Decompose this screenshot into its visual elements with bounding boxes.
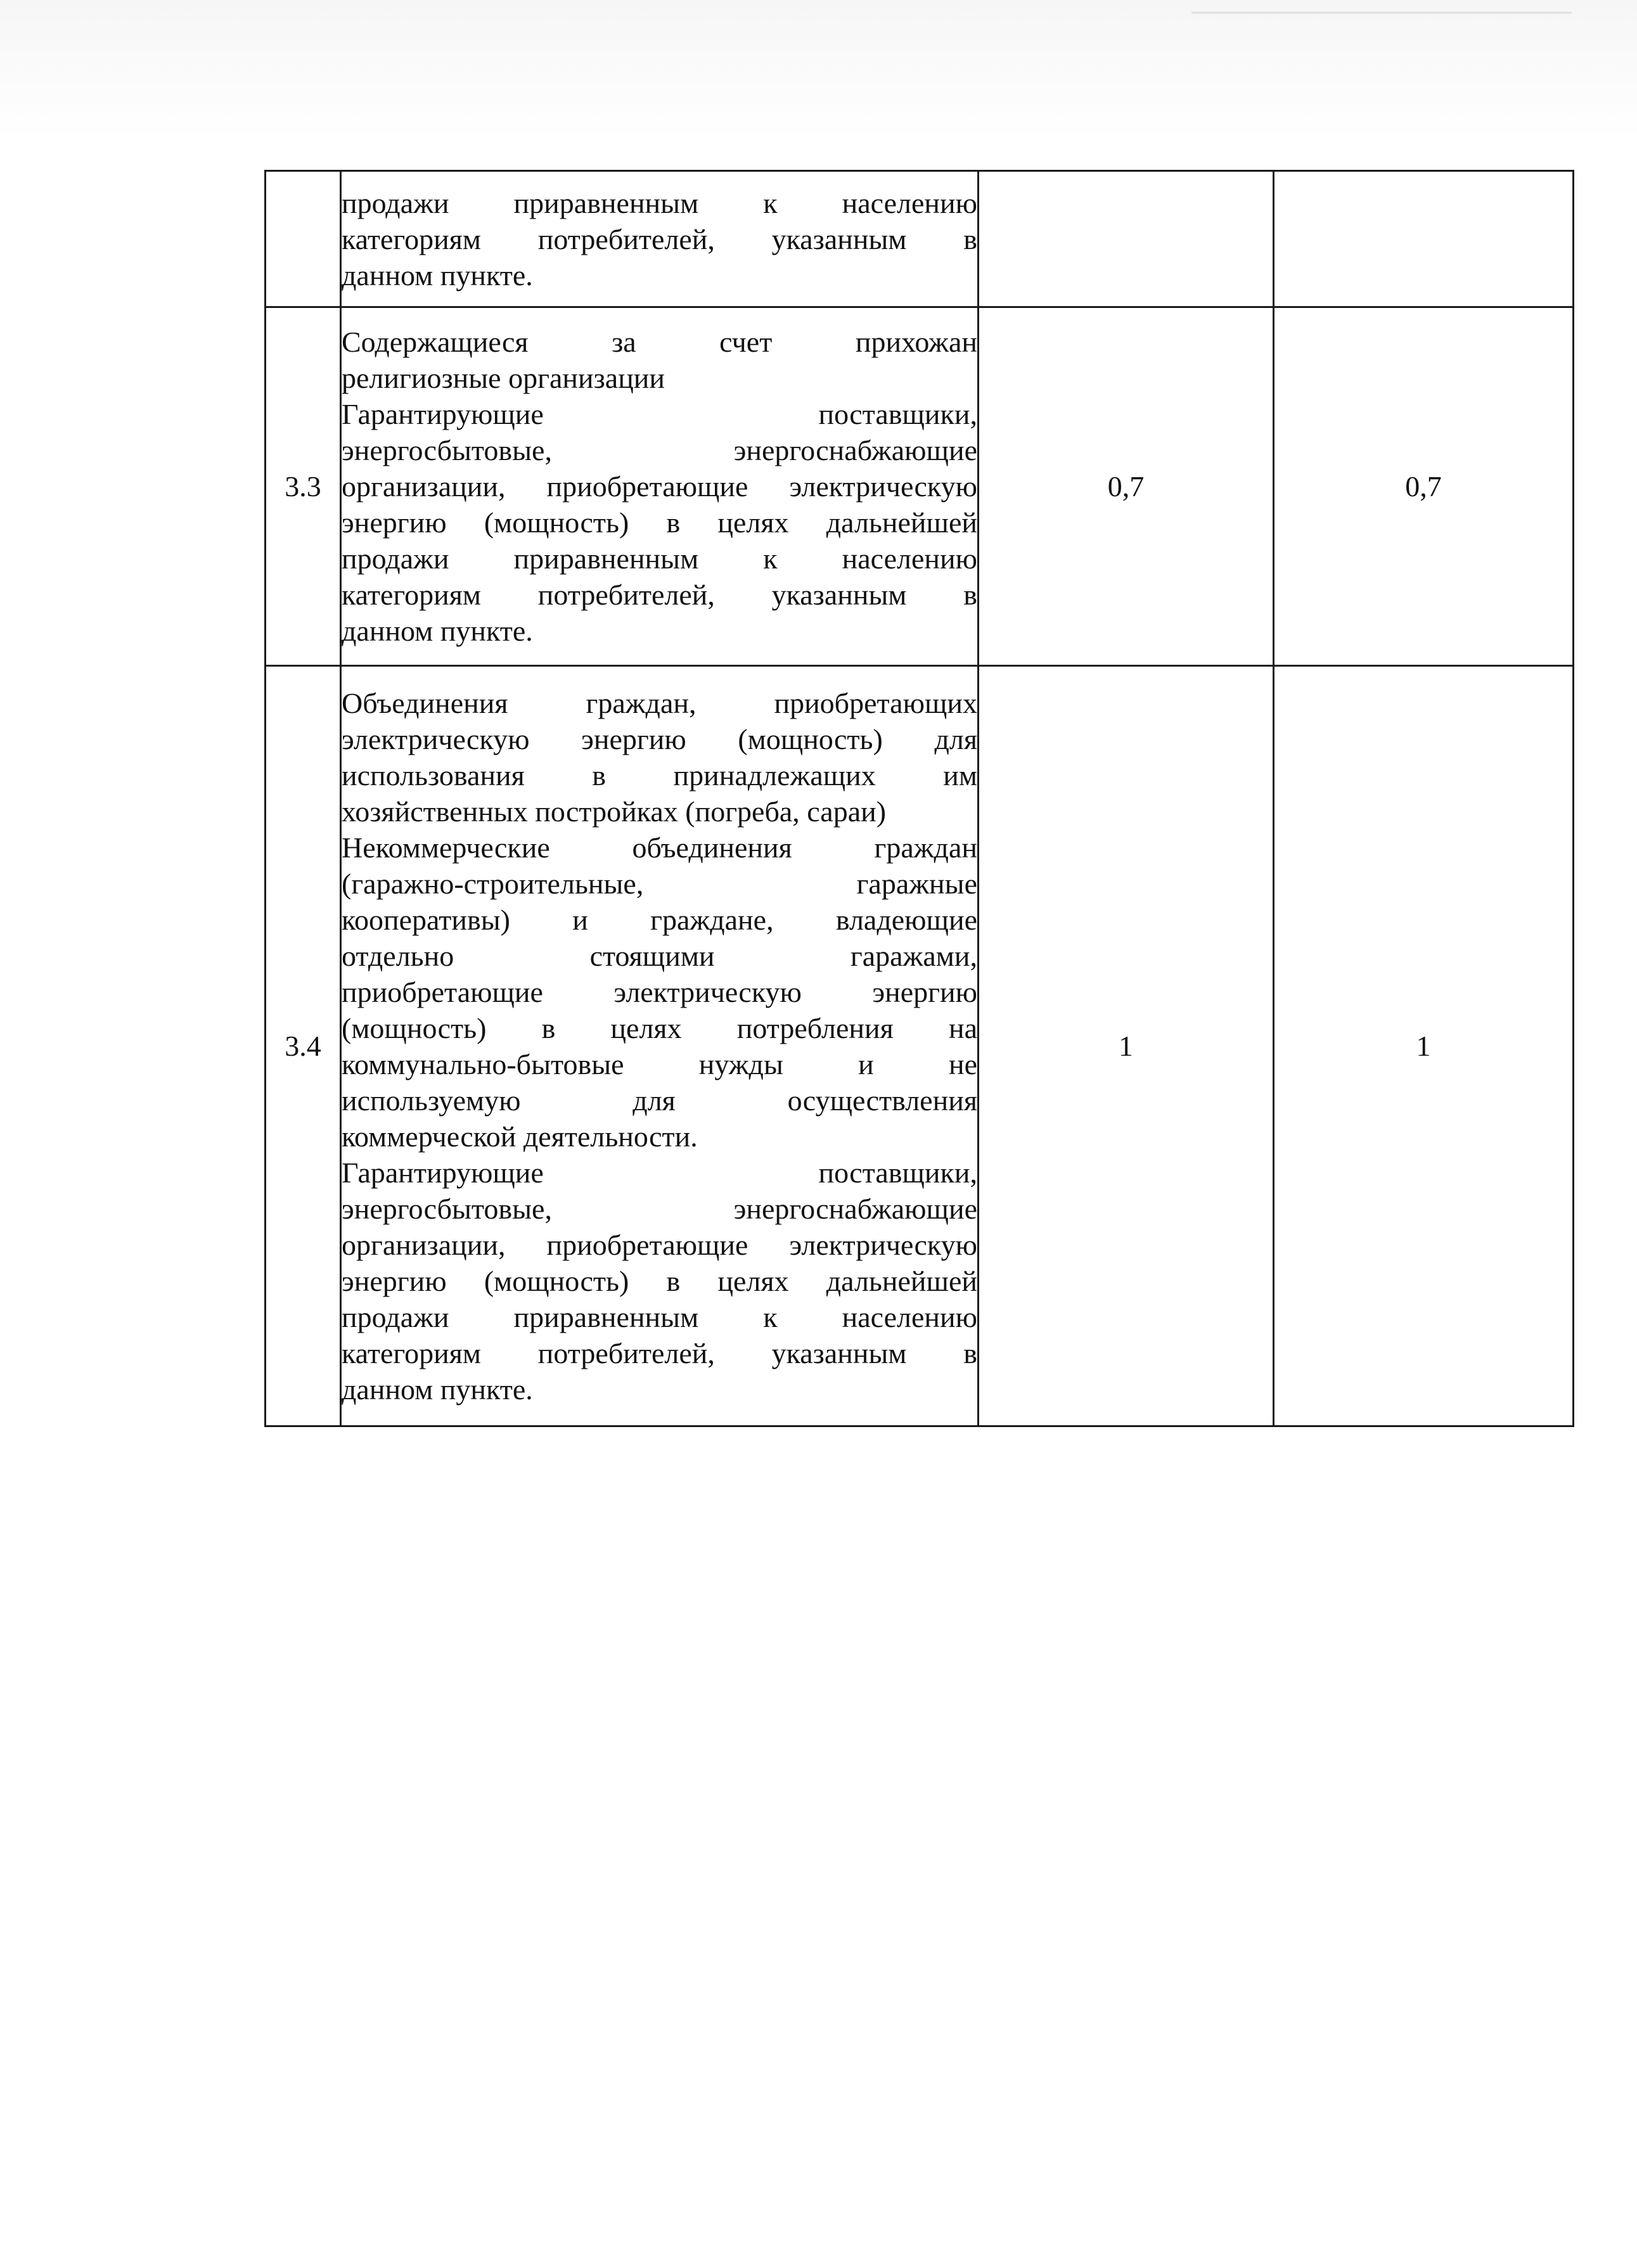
- description-line: категориям потребителей, указанным в: [342, 1336, 977, 1369]
- description-line: хозяйственных постройках (погреба, сараи): [342, 795, 887, 828]
- scan-edge-mark: [1191, 11, 1572, 14]
- row-description-cell: [341, 171, 979, 307]
- description-line: Объединения граждан, приобретающих: [342, 686, 977, 719]
- description-line: Гарантирующие поставщики,: [342, 398, 977, 430]
- description-line: кооперативы) и граждане, владеющие: [342, 903, 977, 936]
- row-number-cell: [266, 171, 341, 307]
- row-description-cell: [341, 307, 979, 666]
- row-description-cell: [341, 666, 979, 1426]
- description-line: данном пункте.: [342, 259, 533, 292]
- description-line: (гаражно-строительные, гаражные: [342, 867, 977, 900]
- description-line: религиозные организации: [342, 362, 665, 394]
- description-line: используемую для осуществления: [342, 1084, 977, 1117]
- table-row-3-3: [266, 307, 1574, 666]
- table-row-continuation: [266, 171, 1574, 307]
- row-number-cell: 3.3: [266, 307, 341, 666]
- description-line: Гарантирующие поставщики,: [342, 1156, 977, 1189]
- description-line: энергию (мощность) в целях дальнейшей: [342, 1264, 977, 1297]
- row-value-2-cell: [1274, 171, 1574, 307]
- description-line: отдельно стоящими гаражами,: [342, 939, 977, 972]
- description-line: энергосбытовые, энергоснабжающие: [342, 434, 977, 466]
- description-line: приобретающие электрическую энергию: [342, 975, 977, 1008]
- tariff-coefficient-table: [264, 170, 1574, 1427]
- description-line: Содержащиеся за счет прихожан: [342, 326, 977, 358]
- table-row-3-4: [266, 666, 1574, 1426]
- description-line: продажи приравненным к населению: [342, 542, 977, 575]
- description-line: данном пункте.: [342, 615, 533, 647]
- row-value-2-cell: 0,7: [1274, 307, 1574, 666]
- description-line: категориям потребителей, указанным в: [342, 222, 977, 255]
- description-line: данном пункте.: [342, 1373, 533, 1406]
- row-value-1-cell: [979, 171, 1274, 307]
- description-line: энергосбытовые, энергоснабжающие: [342, 1192, 977, 1225]
- description-line: Некоммерческие объединения граждан: [342, 831, 977, 864]
- description-line: (мощность) в целях потребления на: [342, 1011, 977, 1044]
- description-line: категориям потребителей, указанным в: [342, 579, 977, 611]
- description-line: энергию (мощность) в целях дальнейшей: [342, 506, 977, 539]
- row-value-1-cell: 0,7: [979, 307, 1274, 666]
- description-line: использования в принадлежащих им: [342, 759, 977, 791]
- row-value-1-cell: 1: [979, 666, 1274, 1426]
- description-line: коммунально-бытовые нужды и не: [342, 1048, 977, 1080]
- description-line: электрическую энергию (мощность) для: [342, 722, 977, 755]
- row-number-cell: 3.4: [266, 666, 341, 1426]
- row-value-2-cell: 1: [1274, 666, 1574, 1426]
- description-line: продажи приравненным к населению: [342, 186, 977, 219]
- description-line: продажи приравненным к населению: [342, 1300, 977, 1333]
- description-line: организации, приобретающие электрическую: [342, 1228, 977, 1261]
- description-line: организации, приобретающие электрическую: [342, 470, 977, 503]
- description-line: коммерческой деятельности.: [342, 1120, 698, 1153]
